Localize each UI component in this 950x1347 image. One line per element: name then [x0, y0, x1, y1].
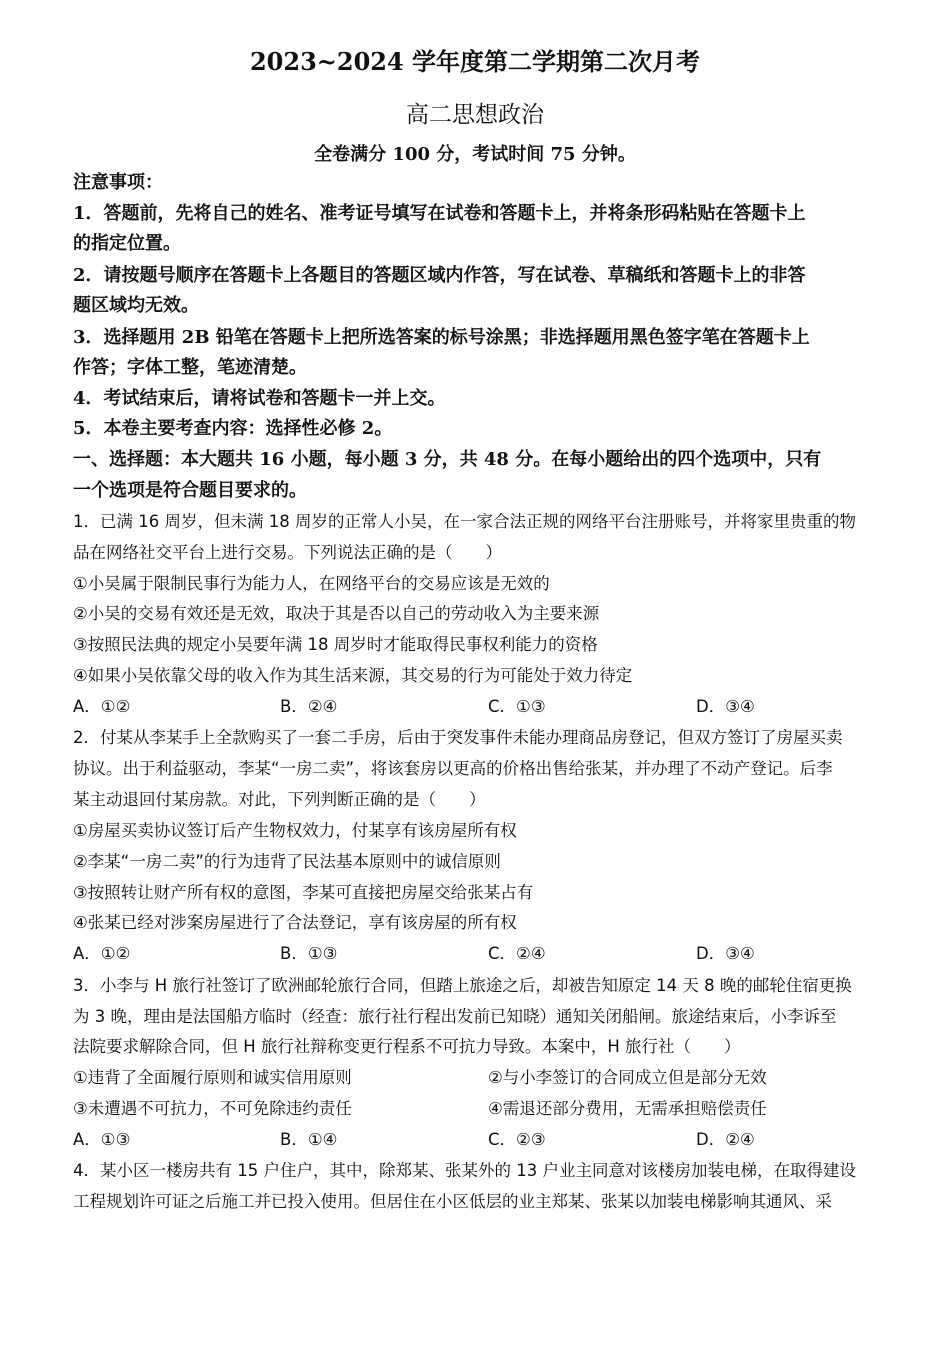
- option-d: D．③④: [696, 944, 755, 963]
- question-item: ①房屋买卖协议签订后产生物权效力，付某享有该房屋所有权: [73, 821, 517, 840]
- question-item: ②与小李签订的合同成立但是部分无效: [488, 1068, 767, 1087]
- notice-heading: 注意事项：: [73, 172, 163, 193]
- question-stem: 协议。出于利益驱动，李某“一房二卖”，将该套房以更高的价格出售给张某，并办理了不动产登记。后李: [73, 759, 833, 778]
- question-stem: 4．某小区一楼房共有 15 户住户，其中，除郑某、张某外的 13 户业主同意对该楼房加装电梯，在取得建设: [73, 1161, 856, 1180]
- option-d: D．③④: [696, 697, 755, 716]
- notice-line: 4．考试结束后，请将试卷和答题卡一并上交。: [73, 388, 446, 409]
- question-item: ③未遭遇不可抗力，不可免除违约责任: [73, 1099, 352, 1118]
- notice-line: 3．选择题用 2B 铅笔在答题卡上把所选答案的标号涂黑；非选择题用黑色签字笔在答题卡上: [73, 327, 810, 348]
- subject-title: 高二思想政治: [406, 102, 544, 128]
- option-b: B．②④: [280, 697, 338, 716]
- notice-line: 的指定位置。: [73, 233, 181, 254]
- notice-line: 作答；字体工整，笔迹清楚。: [73, 357, 307, 378]
- exam-info: 全卷满分 100 分，考试时间 75 分钟。: [314, 144, 636, 165]
- option-c: C．②④: [488, 944, 546, 963]
- question-item: ④如果小吴依靠父母的收入作为其生活来源，其交易的行为可能处于效力待定: [73, 666, 633, 685]
- option-c: C．①③: [488, 697, 546, 716]
- question-item: ①小吴属于限制民事行为能力人，在网络平台的交易应该是无效的: [73, 574, 550, 593]
- notice-line: 题区域均无效。: [73, 295, 199, 316]
- question-stem: 2．付某从李某手上全款购买了一套二手房，后由于突发事件未能办理商品房登记，但双方签订了房屋买卖: [73, 728, 843, 747]
- option-a: A．①②: [73, 697, 131, 716]
- option-d: D．②④: [696, 1130, 755, 1149]
- question-item: ④张某已经对涉案房屋进行了合法登记，享有该房屋的所有权: [73, 913, 517, 932]
- question-item: ④需退还部分费用，无需承担赔偿责任: [488, 1099, 767, 1118]
- question-item: ③按照民法典的规定小吴要年满 18 周岁时才能取得民事权利能力的资格: [73, 635, 598, 654]
- section-heading: 一个选项是符合题目要求的。: [73, 480, 307, 501]
- exam-title: 2023~2024 学年度第二学期第二次月考: [249, 47, 701, 76]
- option-c: C．②③: [488, 1130, 546, 1149]
- question-stem: 为 3 晚，理由是法国船方临时（经查：旅行社行程出发前已知晓）通知关闭船闸。旅途结束后，小李诉至: [73, 1007, 837, 1026]
- question-item: ②小吴的交易有效还是无效，取决于其是否以自己的劳动收入为主要来源: [73, 604, 600, 623]
- notice-line: 5．本卷主要考查内容：选择性必修 2。: [73, 418, 393, 439]
- question-stem: 品在网络社交平台上进行交易。下列说法正确的是（ ）: [73, 543, 502, 562]
- question-item: ①违背了全面履行原则和诚实信用原则: [73, 1068, 352, 1087]
- notice-line: 1．答题前，先将自己的姓名、准考证号填写在试卷和答题卡上，并将条形码粘贴在答题卡上: [73, 203, 806, 224]
- question-stem: 法院要求解除合同，但 H 旅行社辩称变更行程系不可抗力导致。本案中，H 旅行社（ ）: [73, 1037, 741, 1056]
- section-heading: 一、选择题：本大题共 16 小题，每小题 3 分，共 48 分。在每小题给出的四个选项中，只有: [73, 449, 822, 470]
- question-item: ③按照转让财产所有权的意图，李某可直接把房屋交给张某占有: [73, 883, 534, 902]
- question-stem: 3．小李与 H 旅行社签订了欧洲邮轮旅行合同，但踏上旅途之后，却被告知原定 14 天 8 晚的邮轮住宿更换: [73, 976, 852, 995]
- option-a: A．①③: [73, 1130, 131, 1149]
- notice-line: 2．请按题号顺序在答题卡上各题目的答题区域内作答，写在试卷、草稿纸和答题卡上的非答: [73, 265, 806, 286]
- option-a: A．①②: [73, 944, 131, 963]
- question-stem: 某主动退回付某房款。对此，下列判断正确的是（ ）: [73, 790, 486, 809]
- question-stem: 工程规划许可证之后施工并已投入使用。但居住在小区低层的业主郑某、张某以加装电梯影响其通风、采: [73, 1192, 832, 1211]
- question-item: ②李某“一房二卖”的行为违背了民法基本原则中的诚信原则: [73, 852, 501, 871]
- question-stem: 1．已满 16 周岁，但未满 18 周岁的正常人小吴，在一家合法正规的网络平台注册账号，并将家里贵重的物: [73, 512, 856, 531]
- option-b: B．①④: [280, 1130, 338, 1149]
- option-b: B．①③: [280, 944, 338, 963]
